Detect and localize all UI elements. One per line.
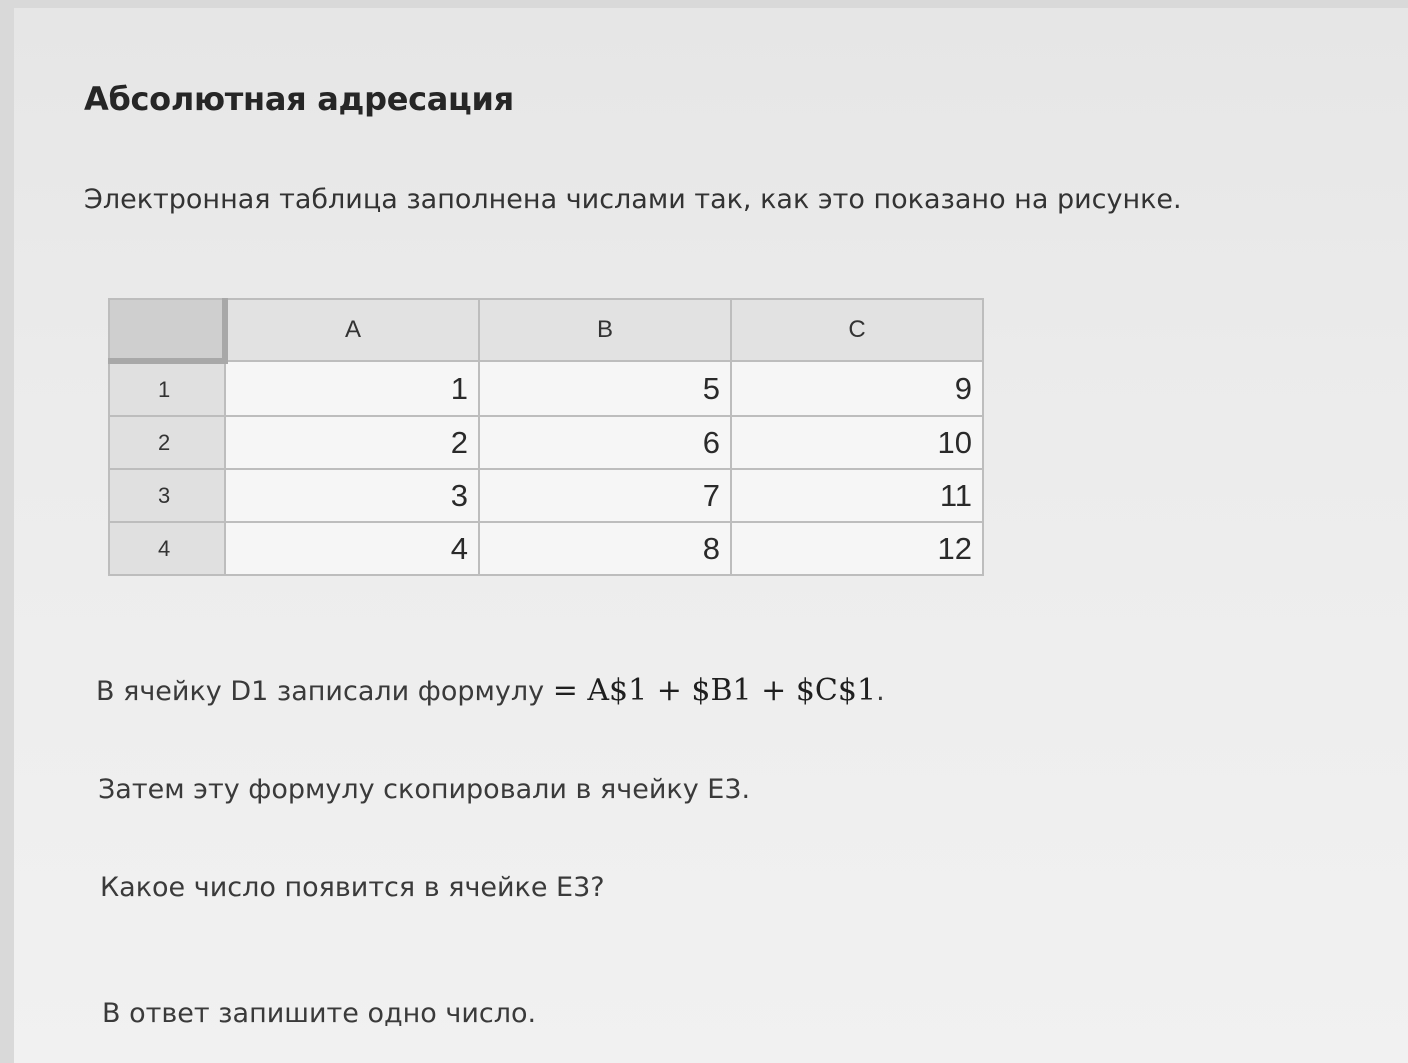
row-header-3: 3 [109,469,225,522]
formula-suffix: . [876,676,885,707]
question-text: Какое число появится в ячейке E3? [100,872,605,903]
table-row [109,416,983,469]
column-header-a: A [225,299,479,361]
cell-c1: 9 [731,361,983,416]
column-header-b: B [479,299,731,361]
cell-b3: 7 [479,469,731,522]
task-page [14,8,1408,1063]
cell-a4: 4 [225,522,479,575]
cell-b4: 8 [479,522,731,575]
cell-b2: 6 [479,416,731,469]
corner-cell [109,299,225,361]
cell-c2: 10 [731,416,983,469]
task-title: Абсолютная адресация [84,80,514,118]
cell-a1: 1 [225,361,479,416]
cell-c3: 11 [731,469,983,522]
copy-statement: Затем эту формулу скопировали в ячейку E3. [98,774,751,805]
table-row [109,361,983,416]
row-header-4: 4 [109,522,225,575]
cell-c4: 12 [731,522,983,575]
row-header-2: 2 [109,416,225,469]
column-header-row [109,299,983,361]
intro-text: Электронная таблица заполнена числами так, как это показано на рисунке. [84,184,1182,215]
cell-b1: 5 [479,361,731,416]
cell-a2: 2 [225,416,479,469]
answer-instruction: В ответ запишите одно число. [102,998,537,1029]
row-header-1: 1 [109,361,225,416]
formula-prefix: В ячейку D1 записали формулу [96,676,545,707]
column-header-c: C [731,299,983,361]
cell-a3: 3 [225,469,479,522]
table-row [109,469,983,522]
spreadsheet-table [108,298,984,576]
formula-statement [96,673,885,708]
formula-expression: = A$1 + $B1 + $C$1 [552,673,877,708]
table-row [109,522,983,575]
